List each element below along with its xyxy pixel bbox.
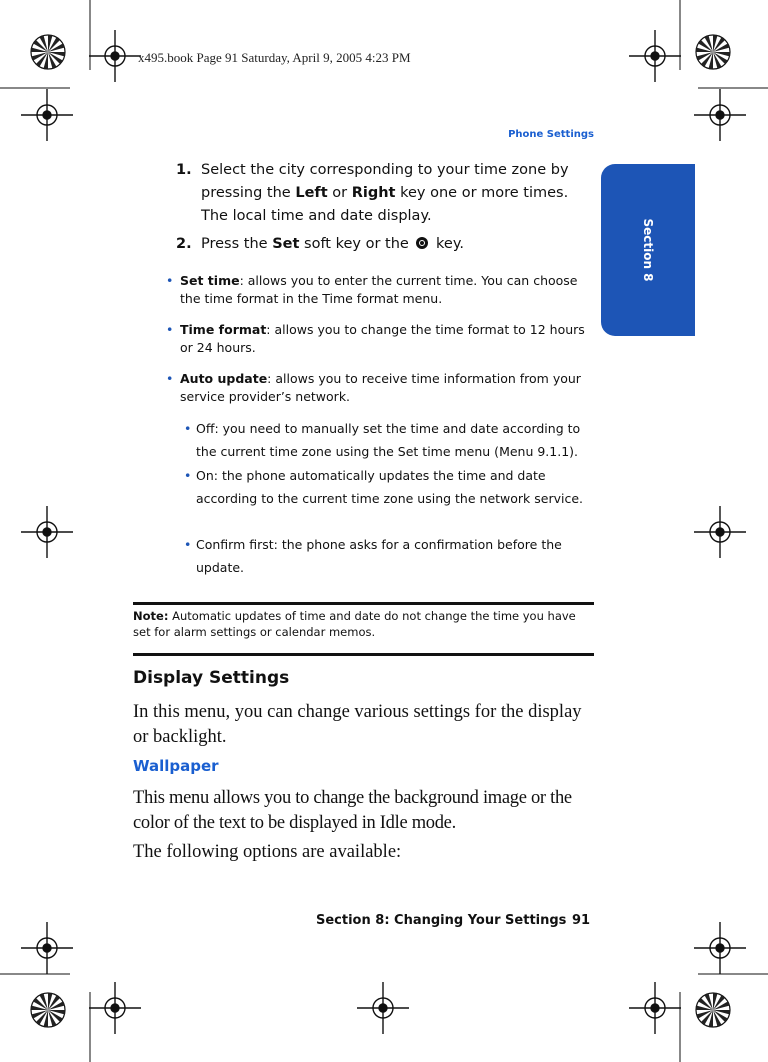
step-1: 1. Select the city corresponding to your time zone by pressing the Left or Right key one or more times. The local time and date display.	[176, 159, 586, 228]
bullet-icon: •	[184, 537, 192, 552]
page-number: 91	[572, 913, 591, 928]
note-top-rule	[133, 602, 594, 605]
bullet-icon: •	[166, 322, 174, 337]
right-key-term: Right	[351, 185, 396, 201]
set-key-term: Set	[272, 236, 300, 252]
registration-target-icon	[21, 89, 73, 141]
starburst-icon	[696, 993, 730, 1027]
bullet-auto-update: • Auto update: allows you to receive time information from your service provider’s network.	[166, 371, 581, 404]
section-tab-label: Section 8	[641, 218, 655, 282]
step-number: 2.	[176, 236, 192, 252]
bullet-icon: •	[184, 468, 192, 483]
sub-bullet-off: • Off: you need to manually set the time and date according to the current time zone using the Set time menu (Menu 9.1.1).	[184, 417, 596, 463]
note-bottom-rule	[133, 653, 594, 656]
starburst-icon	[31, 993, 65, 1027]
starburst-icon	[696, 35, 730, 69]
registration-target-icon	[21, 506, 73, 558]
bullet-icon: •	[184, 421, 192, 436]
registration-target-icon	[694, 506, 746, 558]
running-header: Phone Settings	[508, 129, 594, 140]
wallpaper-heading: Wallpaper	[133, 757, 219, 775]
step-2: 2. Press the Set soft key or the key.	[176, 233, 586, 256]
bullet-icon: •	[166, 371, 174, 386]
section-tab	[601, 164, 695, 336]
note-box	[133, 608, 594, 640]
step-number: 1.	[176, 162, 192, 178]
wallpaper-text: This menu allows you to change the background image or the color of the text to be displayed in Idle mode.	[133, 788, 572, 833]
registration-target-icon	[357, 982, 409, 1034]
bullet-set-time: • Set time: allows you to enter the current time. You can choose the time format in the Time format menu.	[166, 273, 578, 306]
bullet-time-format: • Time format: allows you to change the time format to 12 hours or 24 hours.	[166, 322, 585, 355]
sub-bullet-on: • On: the phone automatically updates the time and date according to the current time zone using the network service.	[184, 464, 596, 510]
ok-key-icon	[416, 237, 428, 249]
crop-header: x495.book Page 91 Saturday, April 9, 2005 4:23 PM	[138, 50, 411, 65]
sub-bullet-confirm: • Confirm first: the phone asks for a confirmation before the update.	[184, 533, 596, 579]
starburst-icon	[31, 35, 65, 69]
display-settings-heading: Display Settings	[133, 668, 290, 688]
note-label: Note:	[133, 609, 169, 623]
registration-target-icon	[694, 89, 746, 141]
note-text: Automatic updates of time and date do not change the time you have set for alarm settings or calendar memos.	[133, 609, 576, 639]
registration-target-icon	[694, 922, 746, 974]
footer-title: Section 8: Changing Your Settings	[316, 913, 567, 928]
options-text: The following options are available:	[133, 842, 402, 862]
registration-target-icon	[629, 30, 681, 82]
registration-target-icon	[89, 30, 141, 82]
left-key-term: Left	[295, 185, 328, 201]
registration-target-icon	[89, 982, 141, 1034]
display-intro: In this menu, you can change various settings for the display or backlight.	[133, 702, 582, 747]
registration-target-icon	[629, 982, 681, 1034]
bullet-icon: •	[166, 273, 174, 288]
registration-target-icon	[21, 922, 73, 974]
